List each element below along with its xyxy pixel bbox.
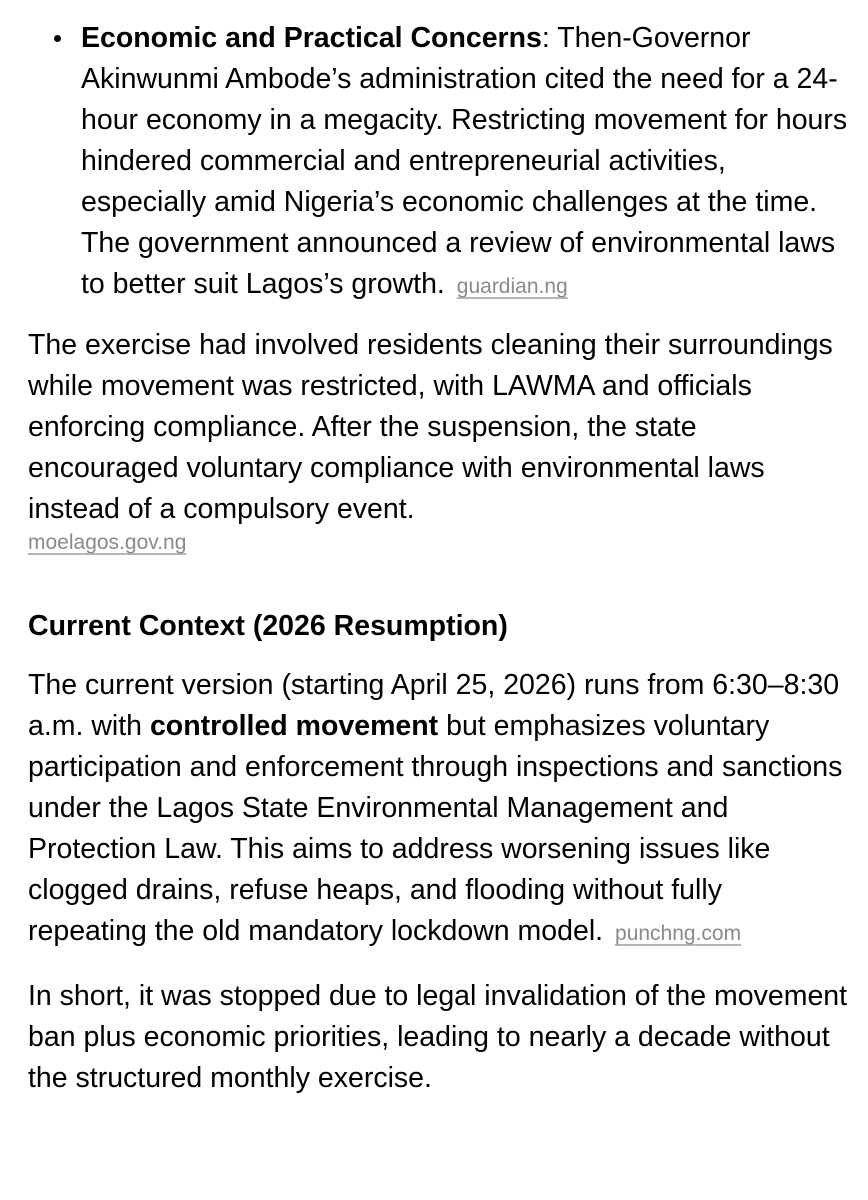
paragraph-summary xyxy=(28,976,848,1099)
source-link-punchng[interactable]: punchng.com xyxy=(615,922,742,945)
paragraph-summary-text: In short, it was stopped due to legal invalidation of the movement ban plus economic priorities, leading to nearly a decade without the structured monthly exercise. xyxy=(28,980,848,1094)
bullet-item-economic-concerns xyxy=(28,18,848,307)
paragraph-current-bold: controlled movement xyxy=(149,710,439,742)
bullet-separator: : xyxy=(541,22,550,54)
bullet-title: Economic and Practical Concerns xyxy=(81,22,542,54)
paragraph-exercise-text: The exercise had involved residents cleaning their surroundings while movement was restricted, with LAWMA and officials enforcing compliance. After the suspension, the state encouraged voluntary compliance with environmental laws instead of a compulsory event. xyxy=(28,329,833,525)
paragraph-current-version xyxy=(28,665,848,954)
source-link-moelagos[interactable]: moelagos.gov.ng xyxy=(28,531,187,554)
bullet-dot-icon xyxy=(54,35,61,42)
paragraph-exercise xyxy=(28,325,848,558)
section-heading-current-context: Current Context (2026 Resumption) xyxy=(28,610,508,642)
paragraph-current-text-after: but emphasizes voluntary participation and enforcement through inspections and sanctions under the Lagos State Environmental Management and Protection Law. This aims to address worsening issues like clogged drains, refuse heaps, and flooding without fully repeating the old mandatory lockdown model. xyxy=(28,710,843,947)
bullet-text: Then-Governor Akinwunmi Ambode’s administration cited the need for a 24-hour economy in a megacity. Restricting movement for hours hindered commercial and entrepreneurial activities, especially amid Nigeria’s economic challenges at the time. The government announced a review of environmental laws to better suit Lagos’s growth. xyxy=(81,22,848,300)
source-link-guardian[interactable]: guardian.ng xyxy=(456,275,568,298)
response-content xyxy=(28,18,848,1117)
paragraph-current-text-before: The current version (starting April 25, 2026) runs from 6:30–8:30 a.m. with xyxy=(28,669,840,742)
